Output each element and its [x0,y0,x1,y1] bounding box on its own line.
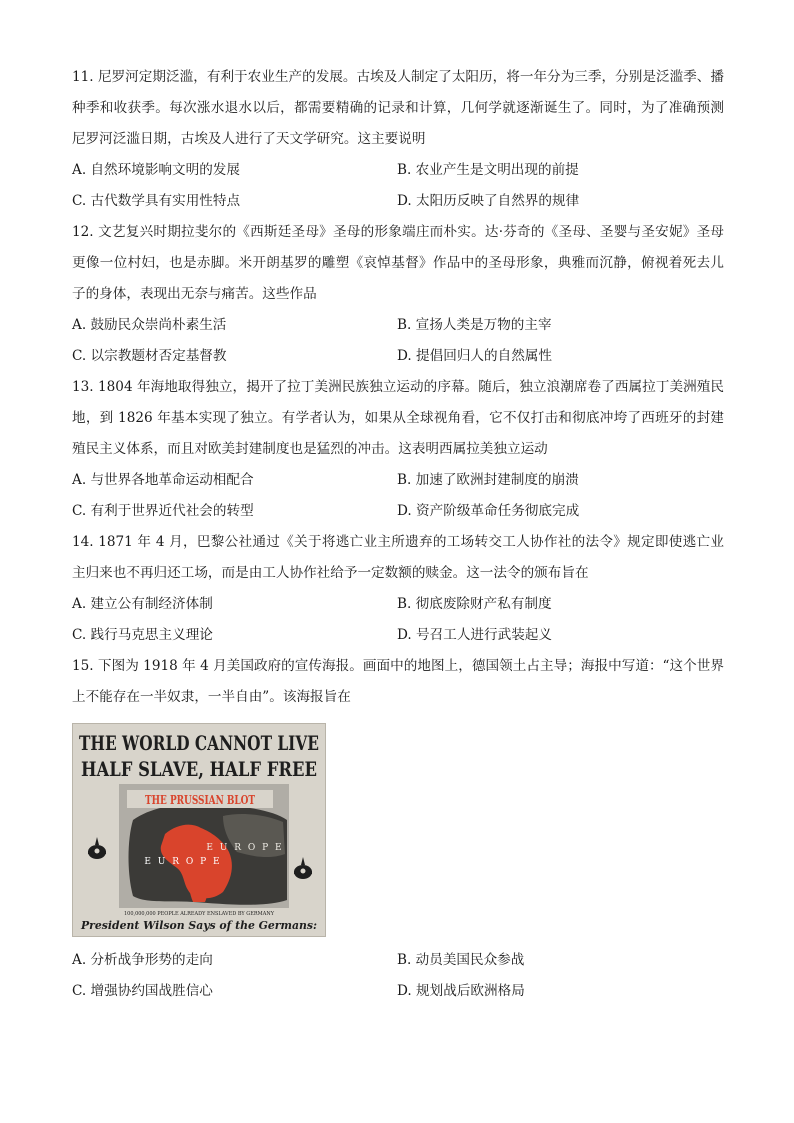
option-c[interactable]: C. 践行马克思主义理论 [72,627,213,643]
question-14 [72,527,724,651]
options [72,589,724,651]
option-b[interactable]: B. 彻底废除财产私有制度 [397,596,552,612]
options [72,310,724,372]
option-c[interactable]: C. 有利于世界近代社会的转型 [72,503,254,519]
option-c[interactable]: C. 增强协约国战胜信心 [72,983,213,999]
options [72,155,724,217]
option-a[interactable]: A. 分析战争形势的走向 [72,952,213,968]
option-b[interactable]: B. 宣扬人类是万物的主宰 [397,317,552,333]
option-b[interactable]: B. 动员美国民众参战 [397,952,525,968]
question-11 [72,62,724,217]
option-d[interactable]: D. 资产阶级革命任务彻底完成 [397,503,580,519]
map-label-europe-red: E U R O P E [144,857,222,867]
poster-headline-1: THE WORLD CANNOT LIVE [79,732,319,755]
poster-headline-2: HALF SLAVE, HALF FREE [81,758,317,781]
option-c[interactable]: C. 古代数学具有实用性特点 [72,193,241,209]
option-d[interactable]: D. 提倡回归人的自然属性 [397,348,552,364]
exam-page [72,62,724,1007]
option-a[interactable]: A. 鼓励民众崇尚朴素生活 [72,317,227,333]
option-d[interactable]: D. 号召工人进行武装起义 [397,627,552,643]
option-a[interactable]: A. 自然环境影响文明的发展 [72,162,240,178]
question-stem: 12. 文艺复兴时期拉斐尔的《西斯廷圣母》圣母的形象端庄而朴实。达·芬奇的《圣母、圣婴与圣安妮》圣母更像一位村妇，也是赤脚。米开朗基罗的雕塑《哀悼基督》作品中的圣母形象，典雅而沉静，俯视着死去儿子的身体，表现出无奈与痛苦。这些作品 [72,224,724,302]
option-a[interactable]: A. 建立公有制经济体制 [72,596,213,612]
option-c[interactable]: C. 以宗教题材否定基督教 [72,348,227,364]
poster-banner-text: THE PRUSSIAN BLOT [145,793,256,807]
poster-caption-big: President Wilson Says of the Germans: [80,919,318,932]
option-d[interactable]: D. 太阳历反映了自然界的规律 [397,193,580,209]
poster-caption-small: 100,000,000 PEOPLE ALREADY ENSLAVED BY GERMANY [124,911,275,917]
question-13 [72,372,724,527]
option-d[interactable]: D. 规划战后欧洲格局 [397,983,525,999]
propaganda-poster-image [72,723,326,937]
question-stem: 15. 下图为 1918 年 4 月美国政府的宣传海报。画面中的地图上，德国领土占主导；海报中写道：“这个世界上不能存在一半奴隶，一半自由”。该海报旨在 [72,658,724,705]
options [72,945,724,1007]
map-label-europe: E U R O P E [206,843,284,853]
option-a[interactable]: A. 与世界各地革命运动相配合 [72,472,254,488]
option-b[interactable]: B. 农业产生是文明出现的前提 [397,162,579,178]
options [72,465,724,527]
question-stem: 14. 1871 年 4 月，巴黎公社通过《关于将逃亡业主所遗弃的工场转交工人协作社的法令》规定即使逃亡业主归来也不再归还工场，而是由工人协作社给予一定数额的赎金。这一法令的颁布旨在 [72,534,724,581]
poster-graphic [73,724,325,936]
question-15 [72,651,724,1007]
question-stem: 11. 尼罗河定期泛滥，有利于农业生产的发展。古埃及人制定了太阳历，将一年分为三季，分别是泛滥季、播种季和收获季。每次涨水退水以后，都需要精确的记录和计算，几何学就逐渐诞生了。同时，为了准确预测尼罗河泛滥日期，古埃及人进行了天文学研究。这主要说明 [72,69,724,147]
question-stem: 13. 1804 年海地取得独立，揭开了拉丁美洲民族独立运动的序幕。随后，独立浪潮席卷了西属拉丁美洲殖民地，到 1826 年基本实现了独立。有学者认为，如果从全球视角看，它不仅打击和彻底冲垮了西班牙的封建殖民主义体系，而且对欧美封建制度也是猛烈的冲击。这表明西属拉美独立运动 [72,379,724,457]
option-b[interactable]: B. 加速了欧洲封建制度的崩溃 [397,472,579,488]
question-12 [72,217,724,372]
